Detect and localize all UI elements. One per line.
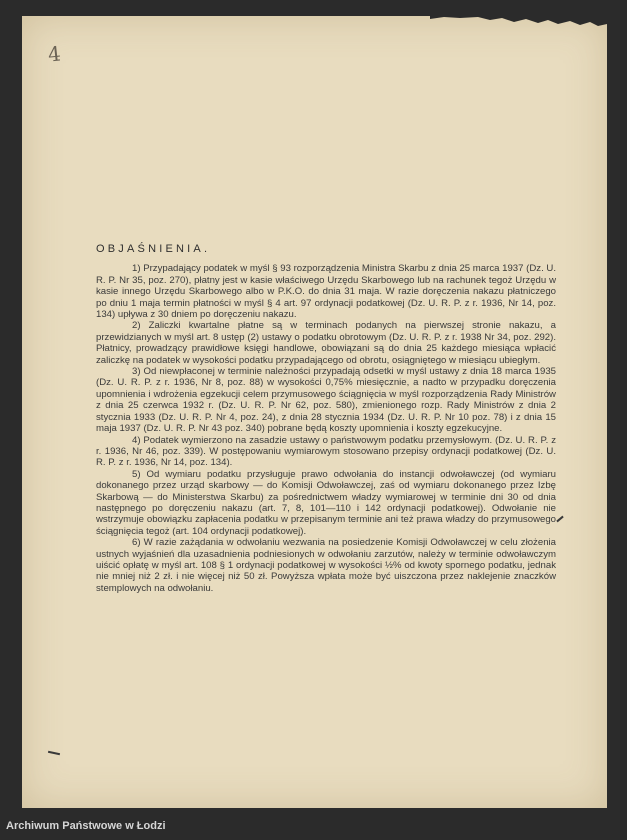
paragraph-6: 6) W razie zażądania w odwołaniu wezwania na posiedzenie Komisji Odwoławczej w celu złożenia ustnych wyjaśnień dla uzasadnienia podniesionych w odwołaniu zarzutów, należy w terminie odwoławczym uiścić opłatę w myśl art. 108 § 1 ordynacji podatkowej w wysokości ½% od kwoty spornego podatku, jednak nie mniej niż 2 zł. i nie więcej niż 50 zł. Powyższa wpłata może być uiszczona przez naklejenie znaczków stemplowych na odwołaniu. (96, 537, 556, 594)
archive-name: Archiwum Państwowe w Łodzi (6, 820, 166, 832)
section-heading: OBJAŚNIENIA. (96, 243, 211, 255)
explanations-section (96, 244, 556, 594)
torn-paper-edge (430, 16, 607, 50)
archive-footer-bar (0, 812, 627, 840)
paragraph-3: 3) Od niewpłaconej w terminie należności przypadają odsetki w myśl ustawy z dnia 18 marca 1935 (Dz. U. R. P. z r. 1936, Nr 8, poz. 88) w wysokości 0,75% miesięcznie, a nadto w przypadku doręczenia upomnienia i wdrożenia egzekucji celem przymusowego ściągnięcia w myśl rozporządzenia Rady Ministrów z dnia 25 czerwca 1932 r. (Dz. U. R. P. Nr 62, poz. 580), zmienionego rozp. Rady Ministrów z dnia 2 stycznia 1933 (Dz. U. R. P. Nr 4, poz. 24), z dnia 28 stycznia 1934 (Dz. U. R. P. Nr 10 poz. 78) i z dnia 15 maja 1937 (Dz. U. R. P. Nr 43 poz. 340) pobrane będą koszty upomnienia i koszty egzekucyjne. (96, 366, 556, 435)
paragraph-4: 4) Podatek wymierzono na zasadzie ustawy o państwowym podatku przemysłowym. (Dz. U. R. P. z r. 1936, Nr 46, poz. 339). W postępowaniu wymiarowym stosowano przepisy ordynacji podatkowej (Dz. U. R. P. z r. 1936, Nr 14, poz. 134). (96, 434, 556, 469)
paragraph-5: 5) Od wymiaru podatku przysługuje prawo odwołania do instancji odwoławczej (od wymiaru dokonanego przez urząd skarbowy — do Komisji Odwoławczej, zaś od wymiaru dokonanego przez Izbę Skarbową — do Ministerstwa Skarbu) za pośrednictwem władzy wymiarowej w terminie dni 30 od dnia następnego po doręczeniu nakazu (art. 7, 8, 101—110 i 142 ordynacji podatkowej). Odwołanie nie wstrzymuje obowiązku zapłacenia podatku w przepisanym terminie ani też prawa władzy do przymusowego ściągnięcia tegoż (art. 104 ordynacji podatkowej). (96, 468, 556, 537)
paragraph-2: 2) Zaliczki kwartalne płatne są w terminach podanych na pierwszej stronie nakazu, a przewidzianych w myśl art. 8 ustęp (2) ustawy o podatku obrotowym (Dz. U. R. P. z r. 1938 Nr 34, poz. 292). Płatnicy, prowadzący prawidłowe księgi handlowe, obowiązani są do dnia 25 każdego miesiąca wpłacić zaliczkę na podatek w wysokości podatku przypadającego od obrotu, osiągniętego w miesiącu ubiegłym. (96, 320, 556, 366)
paragraph-1: 1) Przypadający podatek w myśl § 93 rozporządzenia Ministra Skarbu z dnia 25 marca 1937 (Dz. U. R. P. Nr 35, poz. 270), płatny jest w kasie właściwego Urzędu Skarbowego lub na rachunek tegoż Urzędu w kasie innego Urzędu Skarbowego albo w P.K.O. do dnia 31 maja. W razie doręczenia nakazu płatniczego po dniu 1 maja termin płatności w myśl § 4 art. 97 ordynacji podatkowej (Dz. U. R. P. z r. 1936, Nr 14, poz. 134) upływa z 30 dniem po doręczeniu nakazu. (96, 263, 556, 321)
handwritten-page-number: 4 (46, 41, 62, 67)
